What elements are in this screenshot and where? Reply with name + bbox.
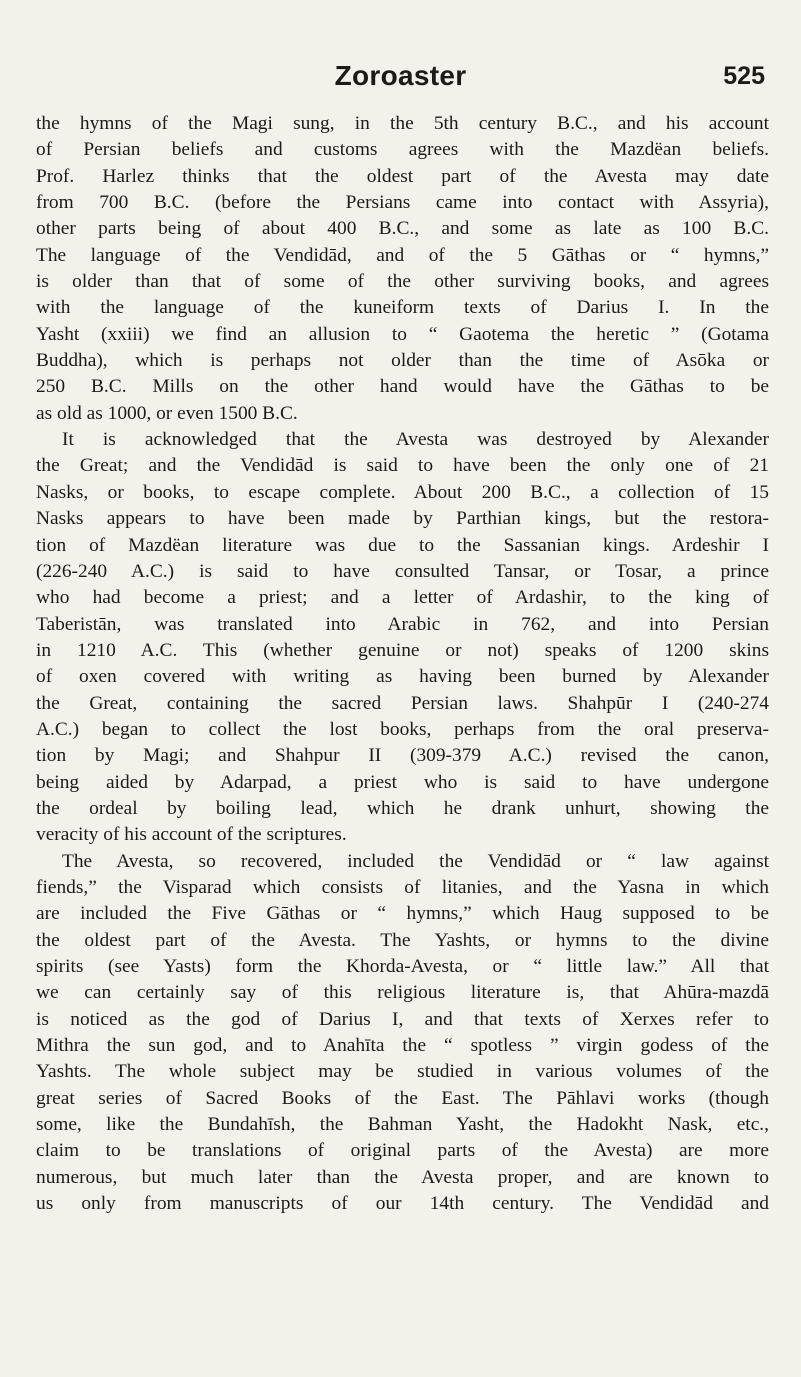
page-number: 525 <box>723 62 765 90</box>
paragraph-start-line: It is acknowledged that the Avesta was destroyed by Alexander <box>62 429 769 451</box>
text-line: other parts being of about 400 B.C., and some as late as 100 B.C. <box>36 218 769 240</box>
paragraph-end-line: as old as 1000, or even 1500 B.C. <box>36 402 298 424</box>
text-line: are included the Five Gāthas or “ hymns,” which Haug supposed to be <box>36 903 769 925</box>
text-line: we can certainly say of this religious literature is, that Ahūra-mazdā <box>36 982 769 1004</box>
paragraph-start-line: The Avesta, so recovered, included the Vendidād or “ law against <box>62 850 769 872</box>
text-line: the Great; and the Vendidād is said to have been the only one of 21 <box>36 455 769 477</box>
text-line: (226-240 A.C.) is said to have consulted Tansar, or Tosar, a prince <box>36 560 769 582</box>
text-line: Yasht (xxiii) we find an allusion to “ Gaotema the heretic ” (Gotama <box>36 323 769 345</box>
text-line: Mithra the sun god, and to Anahīta the “ spotless ” virgin godess of the <box>36 1035 769 1057</box>
text-line: fiends,” the Visparad which consists of litanies, and the Yasna in which <box>36 876 769 898</box>
text-line: Taberistān, was translated into Arabic in 762, and into Persian <box>36 613 769 635</box>
text-line: claim to be translations of original parts of the Avesta) are more <box>36 1140 769 1162</box>
text-line: great series of Sacred Books of the East. The Pāhlavi works (though <box>36 1087 769 1109</box>
body-text <box>36 111 769 1217</box>
text-line: is noticed as the god of Darius I, and that texts of Xerxes refer to <box>36 1008 769 1030</box>
text-line: spirits (see Yasts) form the Khorda-Avesta, or “ little law.” All that <box>36 956 769 977</box>
text-line: of Persian beliefs and customs agrees with the Mazdëan beliefs. <box>36 139 769 161</box>
text-line: of oxen covered with writing as having been burned by Alexander <box>36 666 769 688</box>
paragraph-end-line: veracity of his account of the scriptures. <box>36 824 347 846</box>
text-line: Nasks appears to have been made by Parthian kings, but the restora- <box>36 508 769 530</box>
text-line: who had become a priest; and a letter of Ardashir, to the king of <box>36 587 769 609</box>
page-title: Zoroaster <box>334 60 467 91</box>
text-line: Nasks, or books, to escape complete. About 200 B.C., a collection of 15 <box>36 481 769 503</box>
text-line: Buddha), which is perhaps not older than the time of Asōka or <box>36 350 769 372</box>
text-line: from 700 B.C. (before the Persians came into contact with Assyria), <box>36 192 769 214</box>
text-line: the oldest part of the Avesta. The Yashts, or hymns to the divine <box>36 929 769 951</box>
text-line: in 1210 A.C. This (whether genuine or not) speaks of 1200 skins <box>36 639 769 661</box>
text-line: Yashts. The whole subject may be studied in various volumes of the <box>36 1061 769 1083</box>
text-line: the Great, containing the sacred Persian laws. Shahpūr I (240-274 <box>36 692 769 714</box>
text-line: with the language of the kuneiform texts of Darius I. In the <box>36 297 769 319</box>
text-line: the hymns of the Magi sung, in the 5th century B.C., and his account <box>36 113 769 134</box>
text-line: numerous, but much later than the Avesta proper, and are known to <box>36 1166 769 1188</box>
text-line: 250 B.C. Mills on the other hand would have the Gāthas to be <box>36 376 769 398</box>
text-line: tion by Magi; and Shahpur II (309-379 A.C.) revised the canon, <box>36 745 769 767</box>
text-line: the ordeal by boiling lead, which he drank unhurt, showing the <box>36 797 769 819</box>
text-line: being aided by Adarpad, a priest who is said to have undergone <box>36 771 769 793</box>
text-line: A.C.) began to collect the lost books, perhaps from the oral preserva- <box>36 718 769 740</box>
text-line: Prof. Harlez thinks that the oldest part of the Avesta may date <box>36 165 769 187</box>
text-line: tion of Mazdëan literature was due to the Sassanian kings. Ardeshir I <box>36 534 769 556</box>
text-line: some, like the Bundahīsh, the Bahman Yasht, the Hadokht Nask, etc., <box>36 1114 769 1136</box>
text-line: is older than that of some of the other surviving books, and agrees <box>36 271 769 293</box>
text-line: The language of the Vendidād, and of the 5 Gāthas or “ hymns,” <box>36 244 769 266</box>
running-head <box>0 60 801 96</box>
text-line: us only from manuscripts of our 14th century. The Vendidād and <box>36 1193 769 1215</box>
